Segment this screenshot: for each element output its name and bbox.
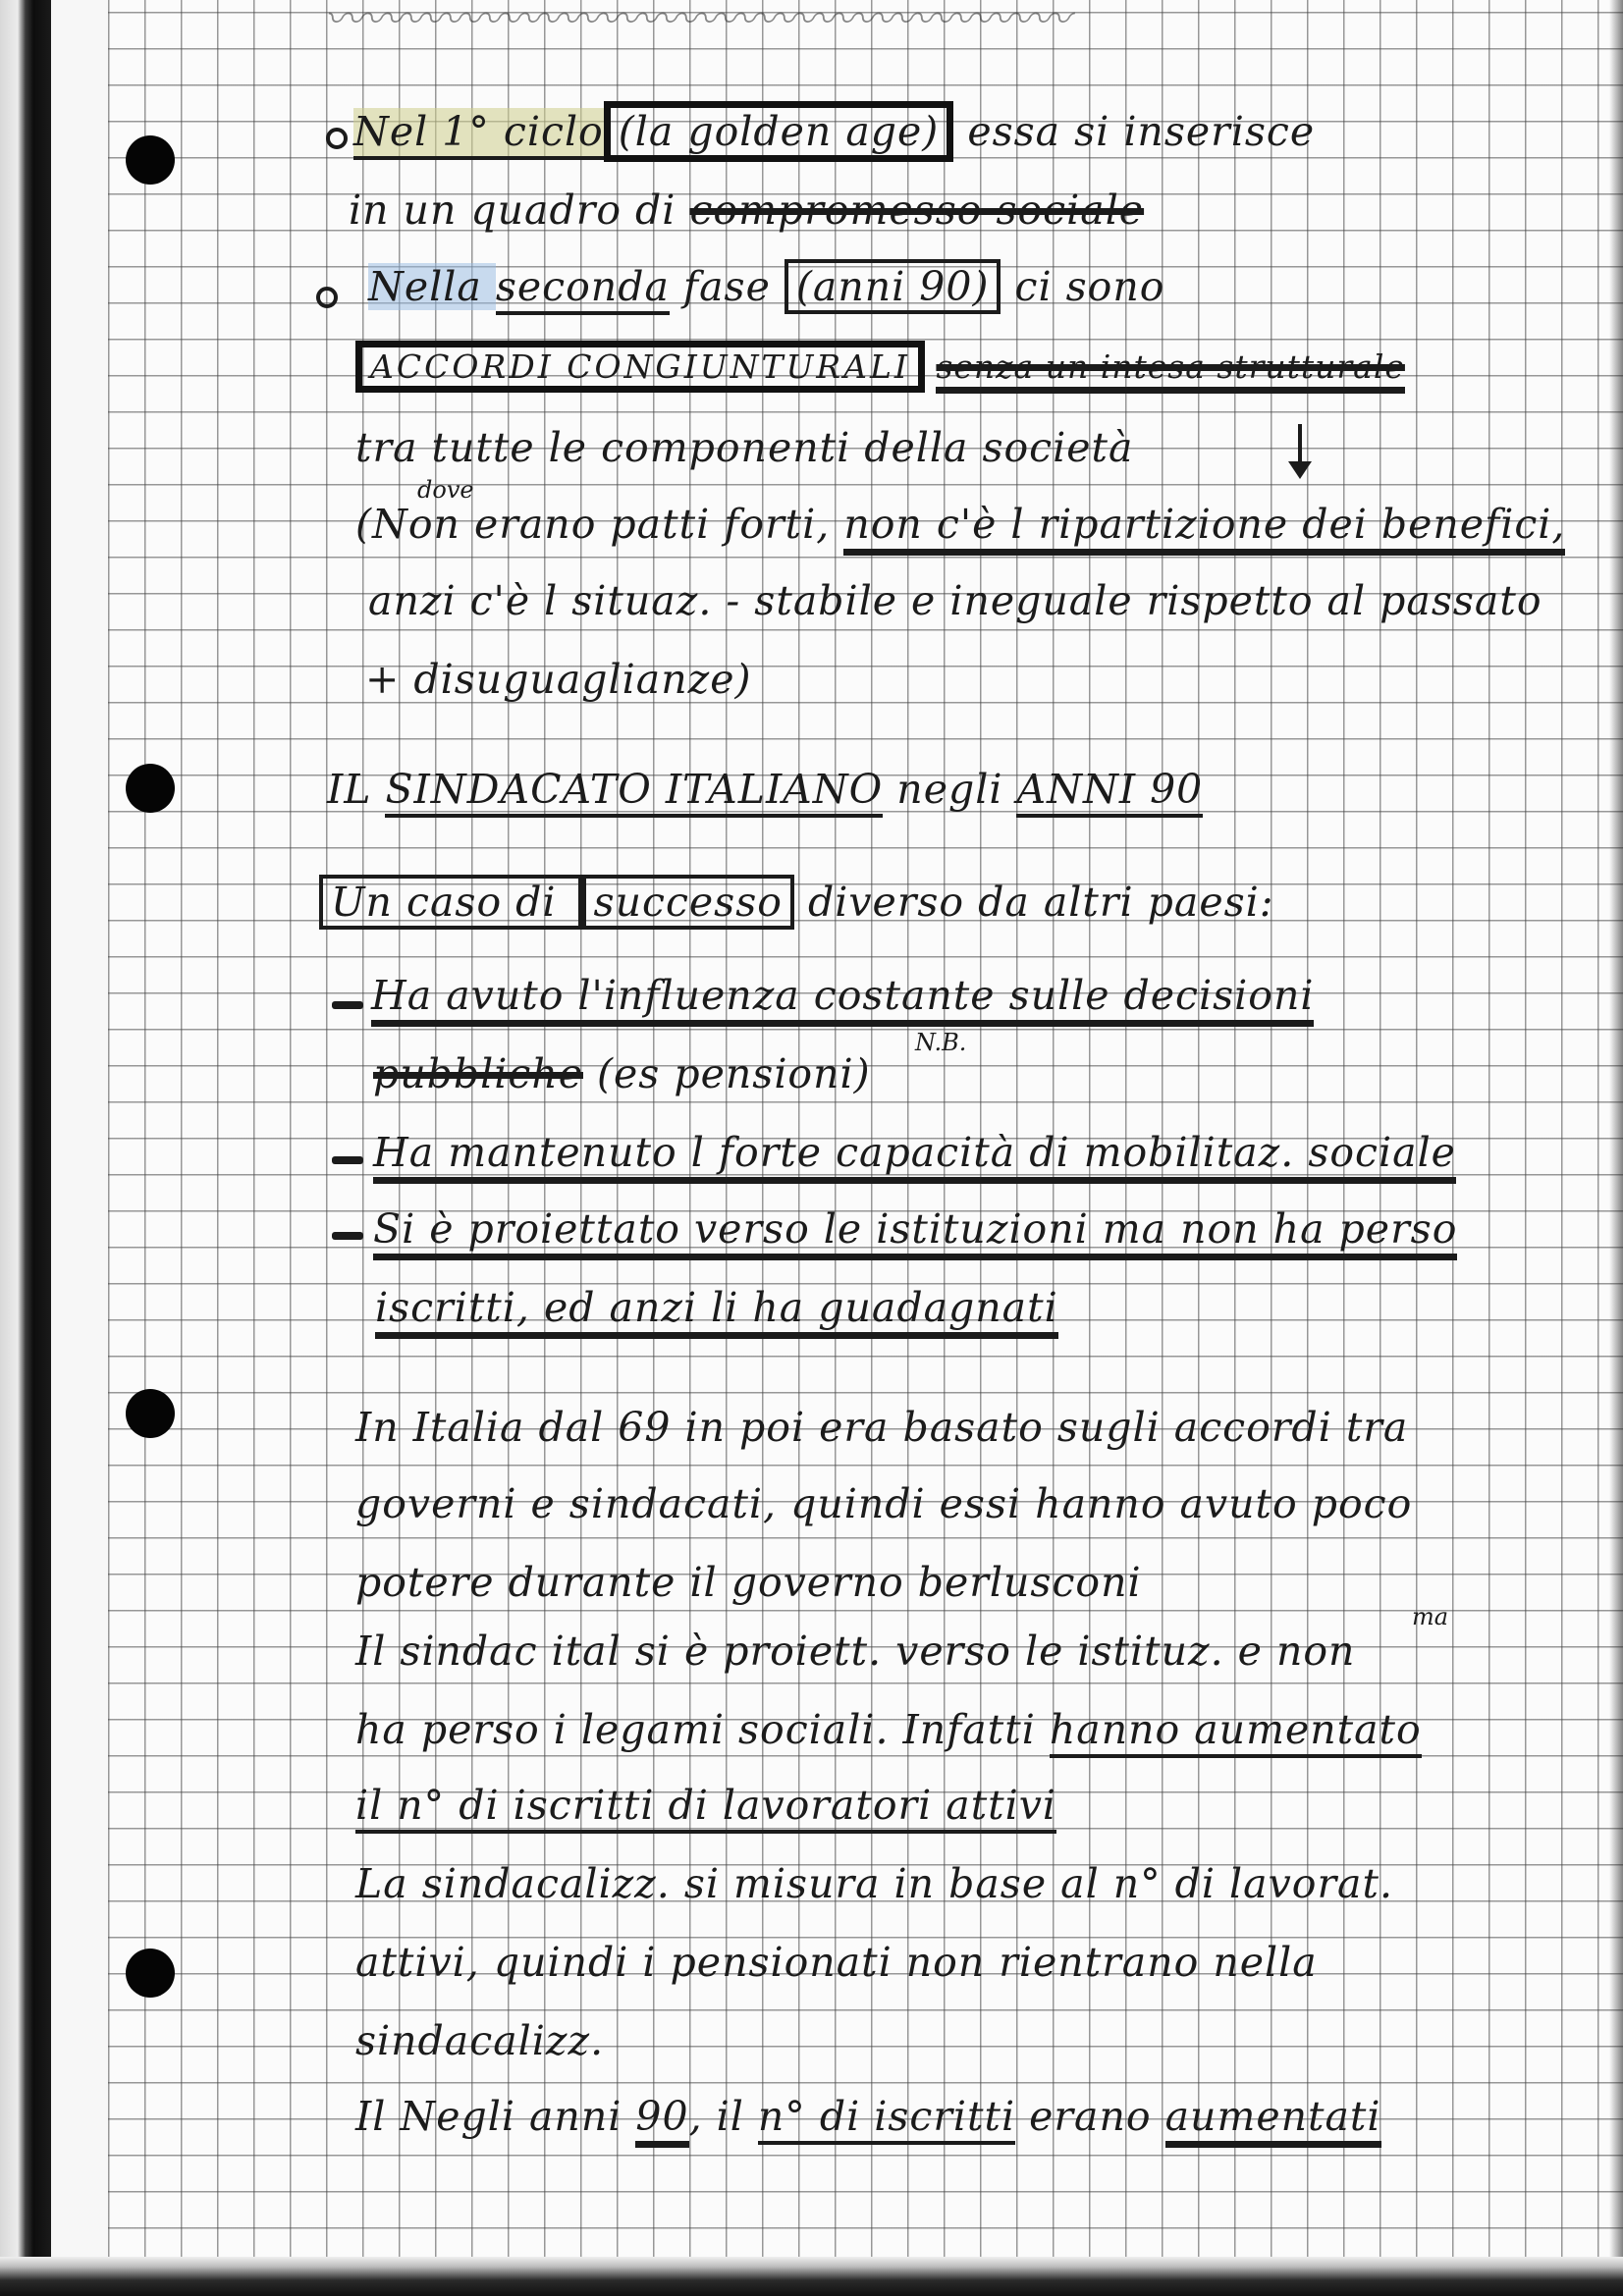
note-segment: Nella [368,263,496,310]
binder-hole [126,135,175,185]
note-line [355,1628,1355,1675]
note-segment-underlined: Ha avuto l'influenza costante sulle decisioni [371,972,1314,1027]
insert-note: ma [1412,1603,1449,1630]
note-line [368,263,1164,310]
note-line [355,2093,1381,2140]
note-line [355,1480,1412,1527]
note-segment-struck: senza un intesa strutturale [936,347,1405,394]
note-line [355,501,1565,548]
note-line [355,344,1405,391]
note-segment: seconda [496,263,670,315]
bullet-dash [332,1001,363,1009]
bullet-circle [316,287,338,308]
note-segment-underlined: il n° di iscritti di lavoratori attivi [355,1782,1056,1834]
note-segment: governi e sindacati, quindi essi hanno avuto poco [355,1480,1413,1527]
scan-right-shadow [1609,0,1623,2296]
note-segment: diverso da altri paesi: [793,879,1274,926]
note-segment: La sindacalizz. si misura in base al n° di lavorat. [355,1860,1394,1907]
note-segment: anzi c'è l situaz. - stabile e ineguale rispetto al passato [368,577,1542,624]
bullet-dash [332,1232,363,1240]
note-segment-underlined: Si è proiettato verso le istituzioni ma non ha perso [373,1205,1457,1260]
note-segment [925,347,937,386]
note-segment-underlined: 90 [635,2093,688,2148]
note-segment-underlined: non c'è l ripartizione dei benefici, [843,501,1565,556]
note-line [353,108,1315,155]
note-segment: (es pensioni) [583,1050,871,1097]
note-segment: erano [1015,2093,1165,2140]
arrow-head-icon [1288,461,1312,479]
note-segment-underlined: SINDACATO ITALIANO [385,766,883,818]
note-line [371,972,1314,1019]
note-segment-boxed: (anni 90) [784,259,1001,314]
note-line [355,2017,604,2064]
note-line [373,1205,1457,1253]
note-line [375,1284,1058,1331]
note-line [355,1782,1056,1829]
note-line [349,187,1144,234]
note-line [355,1559,1142,1606]
note-segment: IL [327,766,386,813]
cut-off-top-line: 〰〰〰〰〰〰〰〰〰〰〰〰〰〰〰〰〰〰〰 [324,0,1070,42]
bullet-circle [326,128,348,149]
note-segment-struck: pubbliche [373,1050,583,1097]
note-segment-underlined: hanno aumentato [1050,1706,1422,1758]
binder-hole [126,764,175,813]
binder-hole [126,1949,175,1998]
note-segment: negli [883,766,1017,813]
note-line [365,656,751,703]
scan-left-edge [0,0,51,2296]
note-segment-underlined: aumentati [1165,2093,1381,2148]
note-line [373,1129,1456,1176]
note-segment: Il sindac ital si è proiett. verso le istituz. e non [355,1628,1356,1675]
note-line [355,1404,1408,1451]
note-line [355,1706,1422,1753]
note-segment-underlined: iscritti, ed anzi li ha guadagnati [375,1284,1058,1339]
note-segment-underlined: ANNI 90 [1016,766,1203,818]
note-segment-boxed: successo [582,875,794,930]
section-heading [327,766,1203,813]
note-segment-underlined: Ha mantenuto l forte capacità di mobilitaz. sociale [373,1129,1456,1184]
note-segment: Nel 1° ciclo [353,108,604,160]
note-segment: tra tutte le componenti della società [355,424,1134,471]
note-segment: Il Negli anni [355,2093,636,2140]
note-segment: + disuguaglianze) [365,656,752,703]
note-line [368,577,1542,624]
note-segment-struck: compromesso sociale [689,187,1145,234]
note-line [319,879,1274,926]
page-margin [51,0,108,2296]
note-segment: potere durante il governo berlusconi [355,1559,1142,1606]
note-segment: in un quadro di [349,187,690,234]
note-segment: ci sono [1001,263,1165,310]
note-segment: fase [669,263,784,310]
binder-hole [126,1389,175,1438]
note-segment: essa si inserisce [953,108,1316,155]
insert-note: dove [417,476,474,504]
nb-note: N.B. [915,1029,967,1056]
note-segment-boxed: (la golden age) [604,101,954,162]
bullet-dash [332,1156,363,1164]
note-line [355,1939,1318,1986]
note-segment-boxed: ACCORDI CONGIUNTURALI [355,341,925,393]
note-line [355,424,1133,471]
scan-bottom-edge [0,2257,1623,2296]
note-segment: sindacalizz. [355,2017,605,2064]
note-line [373,1050,871,1097]
note-segment: attivi, quindi i pensionati non rientrano nella [355,1939,1318,1986]
note-segment: ha perso i legami sociali. Infatti [355,1706,1050,1753]
note-segment-boxed: Un caso di [319,875,582,930]
note-segment: In Italia dal 69 in poi era basato sugli accordi tra [355,1404,1409,1451]
note-line [355,1860,1393,1907]
note-segment-underlined: n° di iscritti [758,2093,1015,2145]
note-segment: (Non erano patti forti, [355,501,844,548]
note-segment: , il [688,2093,758,2140]
